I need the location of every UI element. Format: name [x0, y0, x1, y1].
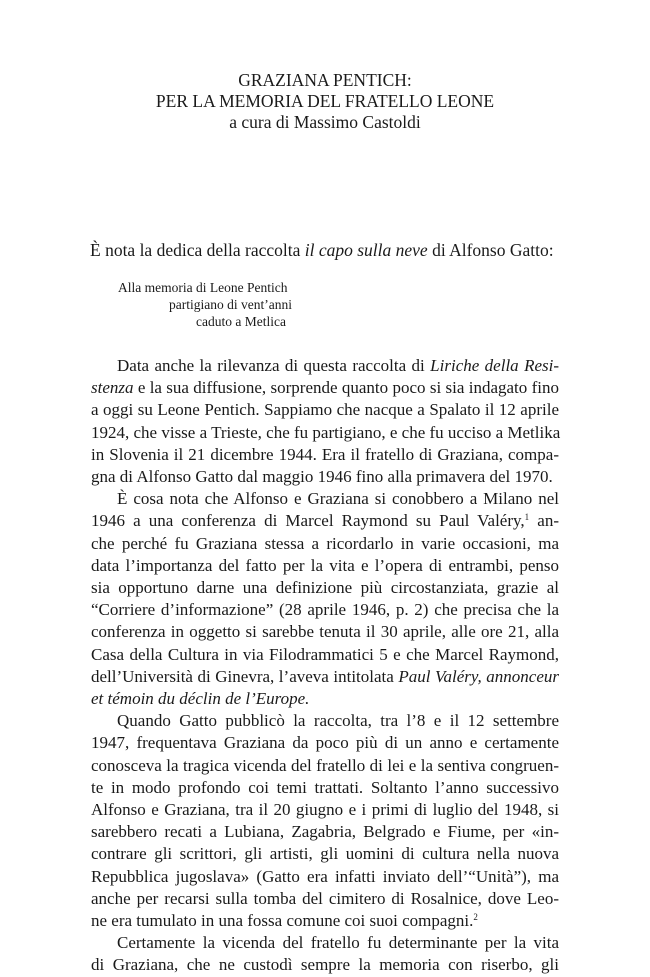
line-text: ne era tumulato in una fossa comune coi suoi compagni. [91, 911, 474, 931]
line-text: Data anche la rilevanza di questa raccolta di [117, 356, 431, 375]
epigraph-line: caduto a Metlica [196, 314, 286, 329]
heading-title: GRAZIANA PENTICH: [238, 70, 412, 90]
line-text: dell’Università di Ginevra, l’aveva intitolata [91, 666, 399, 686]
text-line: sia opportuno darne una definizione più circostanziata, grazie al [91, 578, 559, 598]
text-line: Alfonso e Graziana, tra il 20 giugno e i primi di luglio del 1948, si [91, 800, 559, 820]
text-line: a oggi su Leone Pentich. Sappiamo che nacque a Spalato il 12 aprile [91, 400, 559, 420]
text-line: in Slovenia il 21 dicembre 1944. Era il fratello di Graziana, compa- [91, 444, 559, 464]
text-line [91, 355, 559, 377]
text-line: di Graziana, che ne custodì sempre la memoria con riserbo, gli [91, 955, 559, 975]
book-title: il capo sulla neve [304, 240, 428, 260]
text-line: anche per recarsi sulla tomba del cimitero di Rosalnice, dove Leo- [91, 888, 559, 908]
text-line: contrare gli scrittori, gli artisti, gli uomini di cultura nella nuova [91, 844, 559, 864]
text-line: data l’importanza del fatto per la vita e l’opera di entrambi, penso [91, 555, 559, 575]
text-line: 1924, che visse a Trieste, che fu partigiano, e che fu ucciso a Metlika [91, 422, 561, 442]
italic-title: et témoin du déclin de l’Europe. [91, 689, 310, 709]
text-line: Quando Gatto pubblicò la raccolta, tra l’8 e il 12 settembre [117, 711, 559, 731]
text-line: Casa della Cultura in via Filodrammatici 5 e che Marcel Raymond, [91, 644, 559, 664]
text-line: gna di Alfonso Gatto dal maggio 1946 fino alla primavera del 1970. [91, 467, 553, 487]
text-line [91, 688, 559, 710]
footnote-marker: 2 [473, 912, 478, 923]
text-line [91, 377, 559, 399]
epigraph-line: partigiano di vent’anni [169, 297, 292, 312]
text-line: sarebbero recati a Lubiana, Zagabria, Belgrado e Fiume, per «in- [91, 822, 559, 842]
dedication-epigraph [118, 279, 292, 330]
text-line: Certamente la vicenda del fratello fu determinante per la vita [117, 933, 559, 953]
heading-subtitle: PER LA MEMORIA DEL FRATELLO LEONE [155, 91, 495, 111]
text-line [91, 666, 559, 688]
footnote-marker: 1 [524, 512, 530, 523]
italic-title: Paul Valéry, annonceur [398, 666, 559, 686]
text-line: te in modo profondo coi temi trattati. Soltanto l’anno successivo [91, 777, 559, 797]
text-line: conosceva la tragica vicenda del fratello di lei e la sentiva congruen- [91, 755, 559, 775]
chapter-heading [90, 70, 560, 133]
body-text [91, 355, 559, 977]
intro-text-before: È nota la dedica della raccolta [90, 240, 305, 260]
epigraph-line: Alla memoria di Leone Pentich [118, 280, 288, 295]
line-text: e la sua diffusione, sorprende quanto poco si sia indagato fino [133, 378, 559, 398]
text-line: conferenza in oggetto si sarebbe tenuta il 30 aprile, alle ore 21, alla [91, 622, 559, 642]
text-line [91, 510, 559, 532]
heading-editor: a cura di Massimo Castoldi [229, 112, 421, 132]
italic-title: Liriche della Resi- [430, 356, 560, 375]
text-line: Repubblica jugoslava» (Gatto era infatti inviato dell’“Unità”), ma [91, 866, 559, 886]
line-text: 1946 a una conferenza di Marcel Raymond su Paul Valéry, [91, 511, 525, 531]
text-line: È cosa nota che Alfonso e Graziana si conobbero a Milano nel [117, 489, 559, 509]
text-line: “Corriere d’informazione” (28 aprile 1946, p. 2) che precisa che la [91, 600, 559, 620]
text-line: 1947, frequentava Graziana da poco più di un anno e certamente [91, 733, 559, 753]
italic-title: stenza [91, 378, 134, 398]
text-line [91, 910, 559, 932]
text-line: che perché fu Graziana stessa a ricordarlo in varie occasioni, ma [91, 533, 559, 553]
intro-text-after: di Alfonso Gatto: [427, 240, 554, 260]
intro-line [90, 238, 562, 262]
line-text: an- [529, 511, 559, 531]
